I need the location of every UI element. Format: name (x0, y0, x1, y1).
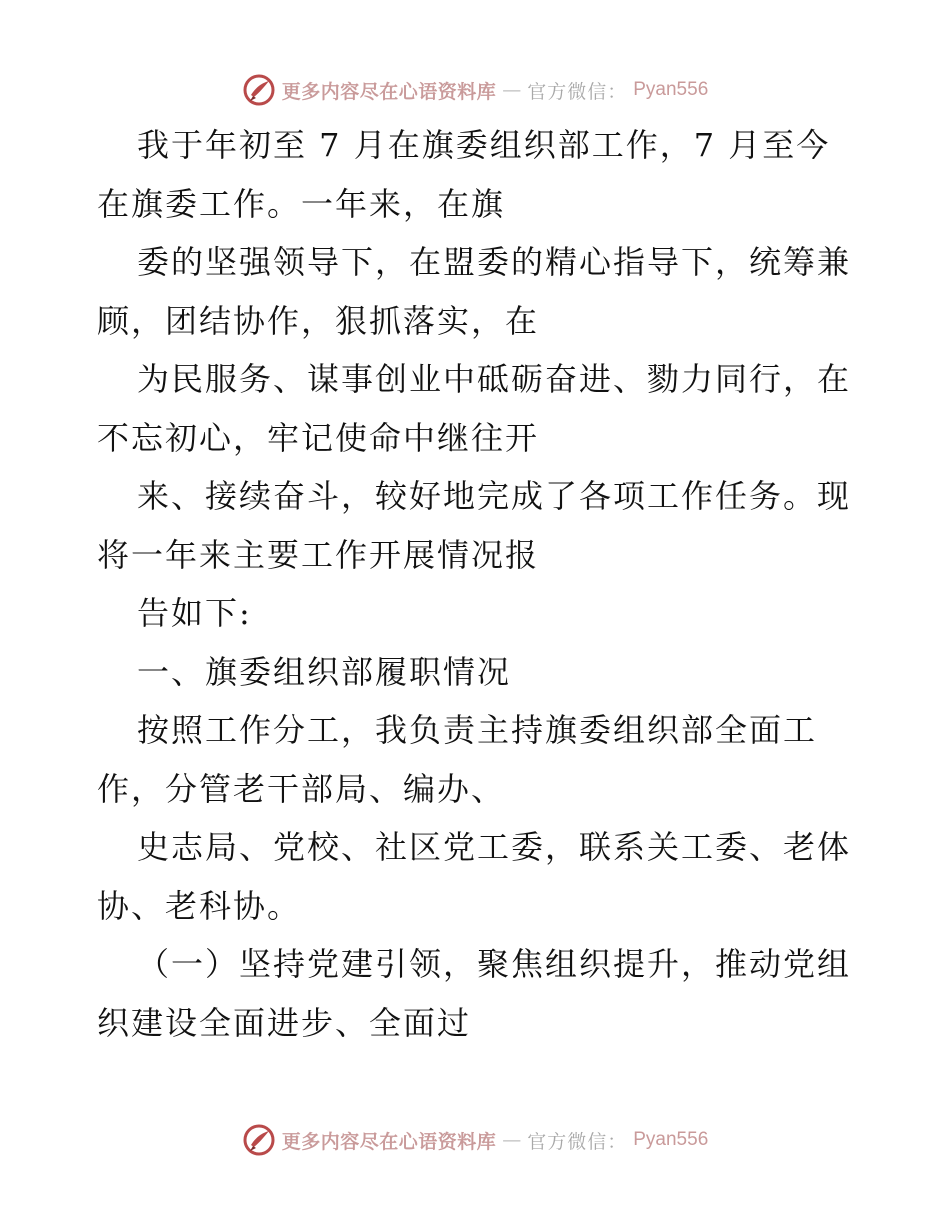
paragraph-line: 按照工作分工，我负责主持旗委组织部全面工 (137, 711, 818, 749)
paragraph-line: 史志局、党校、社区党工委，联系关工委、老体 (137, 828, 852, 866)
watermark-wechat-label: 官方微信： (527, 80, 628, 103)
paragraph-line: 不忘初心，牢记使命中继往开 (97, 418, 540, 457)
paragraph-line: 为民服务、谋事创业中砥砺奋进、勠力同行，在 (137, 360, 852, 398)
watermark-dash: — (502, 79, 522, 101)
section-heading: 一、旗委组织部履职情况 (137, 652, 512, 691)
paragraph-line: 来、接续奋斗，较好地完成了各项工作任务。现 (137, 477, 852, 515)
paragraph-line: 顾，团结协作，狠抓落实，在 (97, 301, 540, 340)
paragraph-line: 告如下: (137, 594, 252, 632)
paragraph-line: 在旗委工作。一年来，在旗 (97, 184, 506, 223)
watermark-footer (0, 1120, 950, 1160)
paragraph-line: 织建设全面进步、全面过 (97, 1003, 472, 1042)
paragraph-line: 将一年来主要工作开展情况报 (97, 535, 540, 574)
watermark-main-text: 更多内容尽在心语资料库 (281, 1130, 497, 1153)
watermark-header (0, 70, 950, 110)
watermark-dash: — (502, 1129, 522, 1151)
paragraph-line: 作，分管老干部局、编办、 (97, 769, 506, 808)
paragraph-line: 我于年初至 7 月在旗委组织部工作，7 月至今 (137, 126, 831, 164)
paragraph-line: 委的坚强领导下，在盟委的精心指导下，统筹兼 (137, 243, 852, 281)
brush-logo-icon (242, 1123, 276, 1157)
brush-logo-icon (242, 73, 276, 107)
paragraph-line: 协、老科协。 (97, 886, 302, 925)
watermark-wechat-id: Pyan556 (633, 79, 709, 100)
watermark-main-text: 更多内容尽在心语资料库 (281, 80, 497, 103)
watermark-wechat-label: 官方微信： (527, 1130, 628, 1153)
document-body (97, 116, 857, 1052)
watermark-wechat-id: Pyan556 (633, 1129, 709, 1150)
subsection-heading: （一）坚持党建引领，聚焦组织提升，推动党组 (137, 945, 852, 983)
